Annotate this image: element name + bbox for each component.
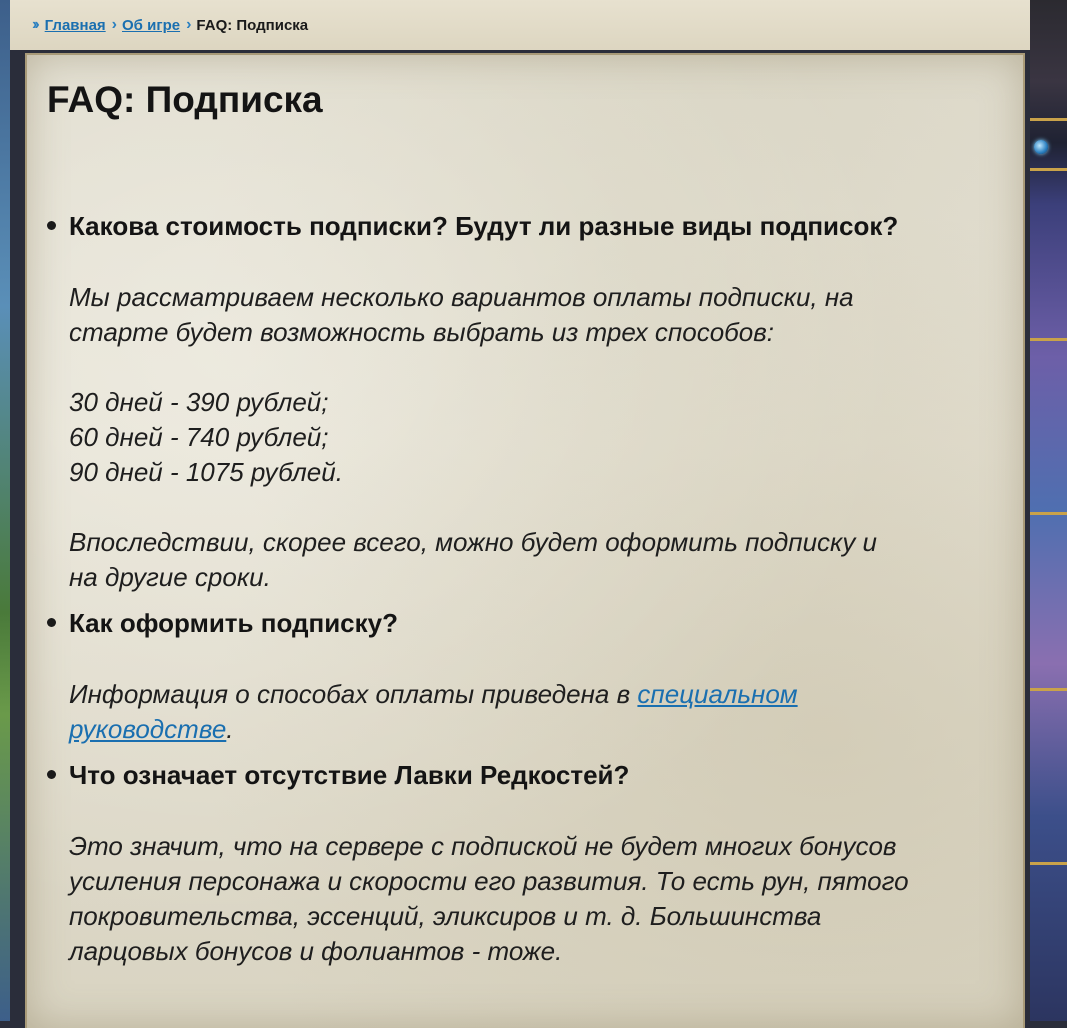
faq-answer-line: старте будет возможность выбрать из трех способов: [69, 317, 775, 347]
breadcrumb-chevron-icon: › [186, 16, 189, 33]
frame-band [1030, 862, 1067, 865]
page-title: FAQ: Подписка [47, 79, 323, 120]
left-decorative-strip [0, 0, 10, 1021]
gem-ornament-icon [1034, 140, 1048, 154]
faq-item [47, 607, 1007, 747]
faq-answer-line: Это значит, что на сервере с подпиской не будет многих бонусов [69, 831, 897, 861]
content-panel [25, 53, 1025, 1028]
guide-link-continued[interactable]: руководстве [69, 714, 227, 744]
bullet-icon [47, 618, 56, 627]
faq-answer [69, 280, 1007, 595]
breadcrumb-bar [10, 0, 1030, 50]
breadcrumb-link-about-game[interactable]: Об игре [122, 16, 181, 34]
frame-band [1030, 168, 1067, 171]
frame-band [1030, 338, 1067, 341]
faq-answer [69, 829, 1007, 969]
breadcrumb [32, 16, 308, 34]
frame-band [1030, 688, 1067, 691]
breadcrumb-link-home[interactable]: Главная [44, 16, 106, 34]
breadcrumb-chevron-icon: ›› [32, 16, 37, 33]
faq-answer-line: Мы рассматриваем несколько вариантов оплаты подписки, на [69, 282, 854, 312]
faq-answer-line [69, 712, 1007, 747]
breadcrumb-chevron-icon: › [111, 16, 114, 33]
faq-question: Что означает отсутствие Лавки Редкостей? [69, 760, 630, 790]
faq-answer-line: ларцовых бонусов и фолиантов - тоже. [69, 936, 563, 966]
frame-band [1030, 118, 1067, 121]
faq-answer-line: на другие сроки. [69, 562, 271, 592]
faq-question: Какова стоимость подписки? Будут ли разные виды подписок? [69, 211, 899, 241]
bullet-icon [47, 770, 56, 779]
guide-link[interactable]: специальном [637, 679, 798, 709]
faq-answer-line: усиления персонажа и скорости его развития. То есть рун, пятого [69, 866, 909, 896]
faq-answer-line: 30 дней - 390 рублей; [69, 387, 329, 417]
breadcrumb-current: FAQ: Подписка [196, 16, 309, 34]
faq-item [47, 759, 1007, 969]
faq-answer-line: Впоследствии, скорее всего, можно будет оформить подписку и [69, 527, 878, 557]
faq-answer-text: Информация о способах оплаты приведена в [69, 679, 638, 709]
faq-answer-line: покровительства, эссенций, эликсиров и т. д. Большинства [69, 901, 822, 931]
faq-answer-text: . [226, 714, 234, 744]
faq-answer-line: 90 дней - 1075 рублей. [69, 457, 343, 487]
faq-question: Как оформить подписку? [69, 608, 398, 638]
faq-answer-line: 60 дней - 740 рублей; [69, 422, 329, 452]
faq-answer-line [69, 490, 1007, 525]
frame-band [1030, 512, 1067, 515]
right-decorative-strip [1030, 0, 1067, 1021]
faq-list [47, 210, 1007, 969]
faq-answer-line [69, 350, 1007, 385]
faq-item [47, 210, 1007, 595]
faq-answer-line [69, 677, 1007, 712]
faq-answer [69, 677, 1007, 747]
bullet-icon [47, 221, 56, 230]
